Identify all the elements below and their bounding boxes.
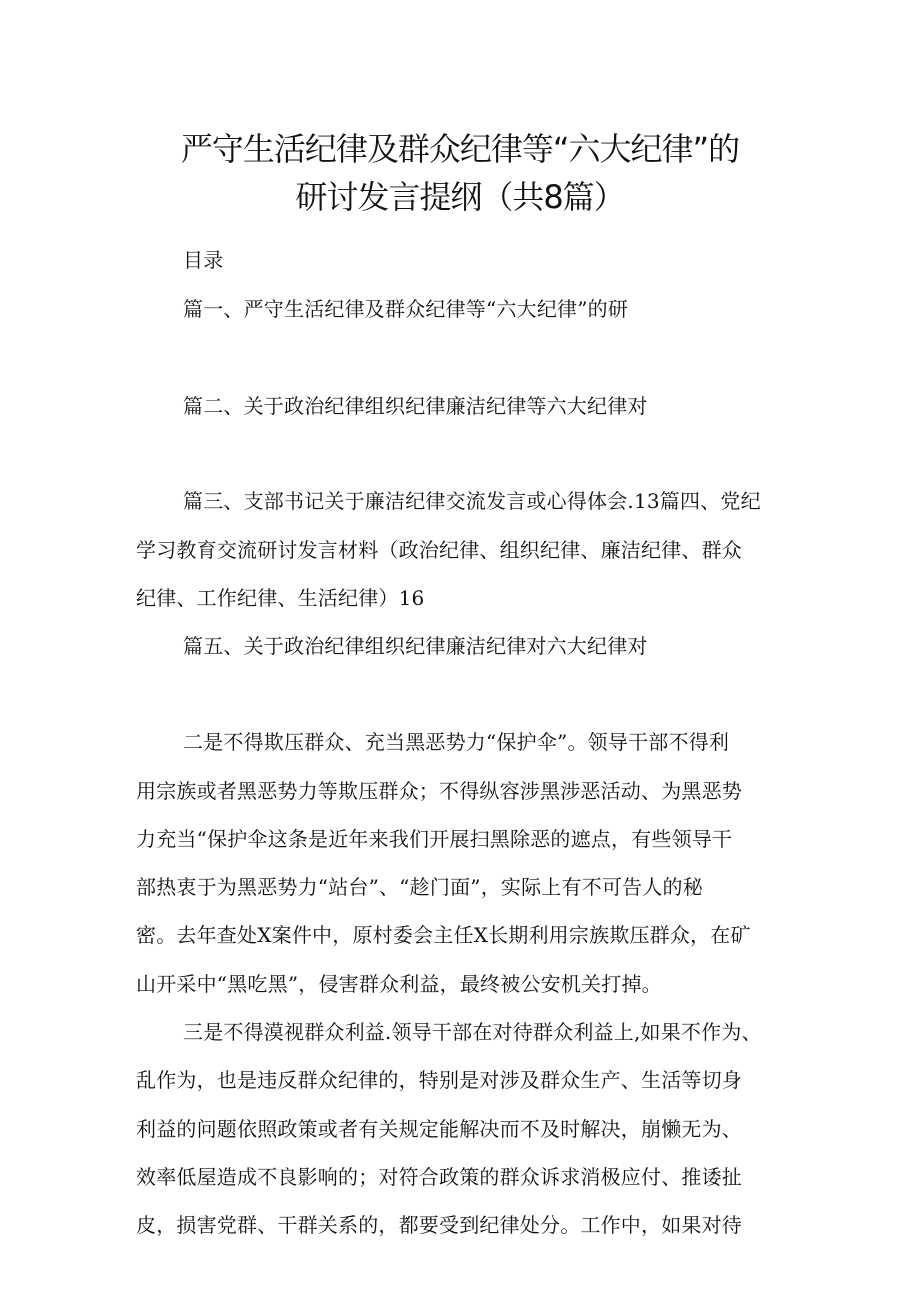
title-line-1: 严守生活纪律及群众纪律等“六大纪律”的	[180, 130, 740, 168]
toc-item-5: 篇五、关于政治纪律组织纪律廉洁纪律对六大纪律对	[183, 634, 648, 658]
paragraph-line: 力充当“保护伞这条是近年来我们开展扫黑除恶的遮点，有些领导干	[136, 827, 733, 851]
toc-item-3-line-1: 篇三、支部书记关于廉洁纪律交流发言或心得体会.13篇四、党纪	[183, 489, 761, 513]
paragraph-line: 乱作为，也是违反群众纪律的，特别是对涉及群众生产、生活等切身	[136, 1068, 742, 1092]
toc-item-1: 篇一、严守生活纪律及群众纪律等“六大纪律”的研	[183, 297, 629, 321]
paragraph-line: 利益的问题依照政策或者有关规定能解决而不及时解决，崩懒无为、	[136, 1117, 742, 1141]
paragraph-line: 二是不得欺压群众、充当黑恶势力“保护伞”。领导干部不得利	[183, 730, 730, 754]
paragraph-line: 皮，损害党群、干群关系的，都要受到纪律处分。工作中，如果对待	[136, 1213, 742, 1237]
paragraph-line: 效率低屋造成不良影响的；对符合政策的群众诉求消极应付、推诿扯	[136, 1165, 742, 1189]
paragraph-line: 三是不得漠视群众利益.领导干部在对待群众利益上,如果不作为、	[183, 1020, 762, 1044]
toc-item-2: 篇二、关于政治纪律组织纪律廉洁纪律等六大纪律对	[183, 394, 648, 418]
paragraph-line: 用宗族或者黑恶势力等欺压群众；不得纵容涉黑涉恶活动、为黑恶势	[136, 779, 742, 803]
toc-item-3-line-2: 学习教育交流研讨发言材料（政治纪律、组织纪律、廉洁纪律、群众	[136, 538, 742, 562]
paragraph-line: 山开采中“黑吃黑”，侵害群众利益，最终被公安机关打掉。	[136, 972, 662, 996]
toc-item-3-line-3: 纪律、工作纪律、生活纪律）16	[136, 586, 425, 610]
toc-heading: 目录	[183, 248, 224, 272]
paragraph-line: 密。去年查处X案件中，原村委会主任X长期利用宗族欺压群众，在矿	[136, 923, 751, 947]
paragraph-line: 部热衷于为黑恶势力“站台”、“趁门面”，实际上有不可告人的秘	[136, 875, 703, 899]
title-line-2: 研讨发言提纲（共8篇）	[295, 178, 625, 216]
